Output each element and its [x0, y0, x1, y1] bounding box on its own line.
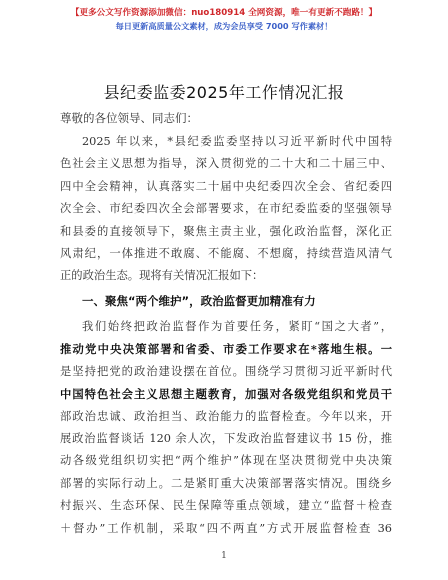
section-1-heading: 一、聚焦“两个维护”，政治监督更加精准有力 [82, 294, 316, 308]
greeting: 尊敬的各位领导、同志们： [60, 111, 198, 125]
intro-line: 风肃纪，一体推进不敢腐、不能腐、不想腐，持续营造风清气 [60, 246, 392, 260]
section-1-heading-wrap [60, 290, 392, 312]
body-line: 村振兴、生态环保、民生保障等重点领域，建立“监督＋检查 [60, 499, 392, 513]
intro-line: 次全会、市纪委四次全会部署要求，在市纪委监委的坚强领导 [60, 202, 392, 216]
intro-line: 2025 年以来，*县纪委监委坚持以习近平新时代中国特 [82, 135, 392, 148]
body-line: 是坚持把党的政治建设摆在首位。围绕学习贯彻习近平新时代 [60, 364, 392, 378]
body-line: 推动党中央决策部署和省委、市委工作要求在*落地生根。一 [60, 342, 392, 357]
body-line: 我们始终把政治监督作为首要任务，紧盯“国之大者”， [82, 320, 392, 333]
section-1-body [60, 316, 392, 540]
intro-line: 色社会主义思想为指导，深入贯彻党的二十大和二十届三中、 [60, 157, 392, 171]
body-line: 部署的实际行动上。二是紧盯重大决策部署落实情况。围绕乡 [60, 476, 392, 490]
page-number: 1 [221, 551, 227, 561]
intro-line: 正的政治生态。现将有关情况汇报如下： [60, 269, 264, 283]
body-line: 部政治忠诚、政治担当、政治能力的监督检查。今年以来，开 [60, 409, 392, 423]
promo-line-1: 【更多公文写作资源添加微信：nuo180914 全网资源，唯一有更新不跑路！】 [70, 8, 378, 18]
body-line: 展政治监督谈话 120 余人次，下发政治监督建议书 15 份，推 [60, 431, 392, 445]
body-line: ＋督办”工作机制，采取“四不两直”方式开展监督检查 36 [60, 521, 392, 535]
promo-line-2: 每日更新高质量公文素材，成为会员享受 7000 写作素材！ [115, 21, 333, 31]
body-line: 中国特色社会主义思想主题教育，加强对各级党组织和党员干 [60, 387, 392, 402]
body-line: 动各级党组织切实把“两个维护”体现在坚决贯彻党中央决策 [60, 454, 392, 468]
document-title: 县纪委监委2025年工作情况汇报 [103, 83, 345, 102]
intro-paragraph [60, 131, 392, 288]
intro-line: 四中全会精神，认真落实二十届中央纪委四次全会、省纪委四 [60, 179, 392, 193]
intro-line: 和县委的直接领导下，聚焦主责主业，强化政治监督，深化正 [60, 224, 392, 238]
